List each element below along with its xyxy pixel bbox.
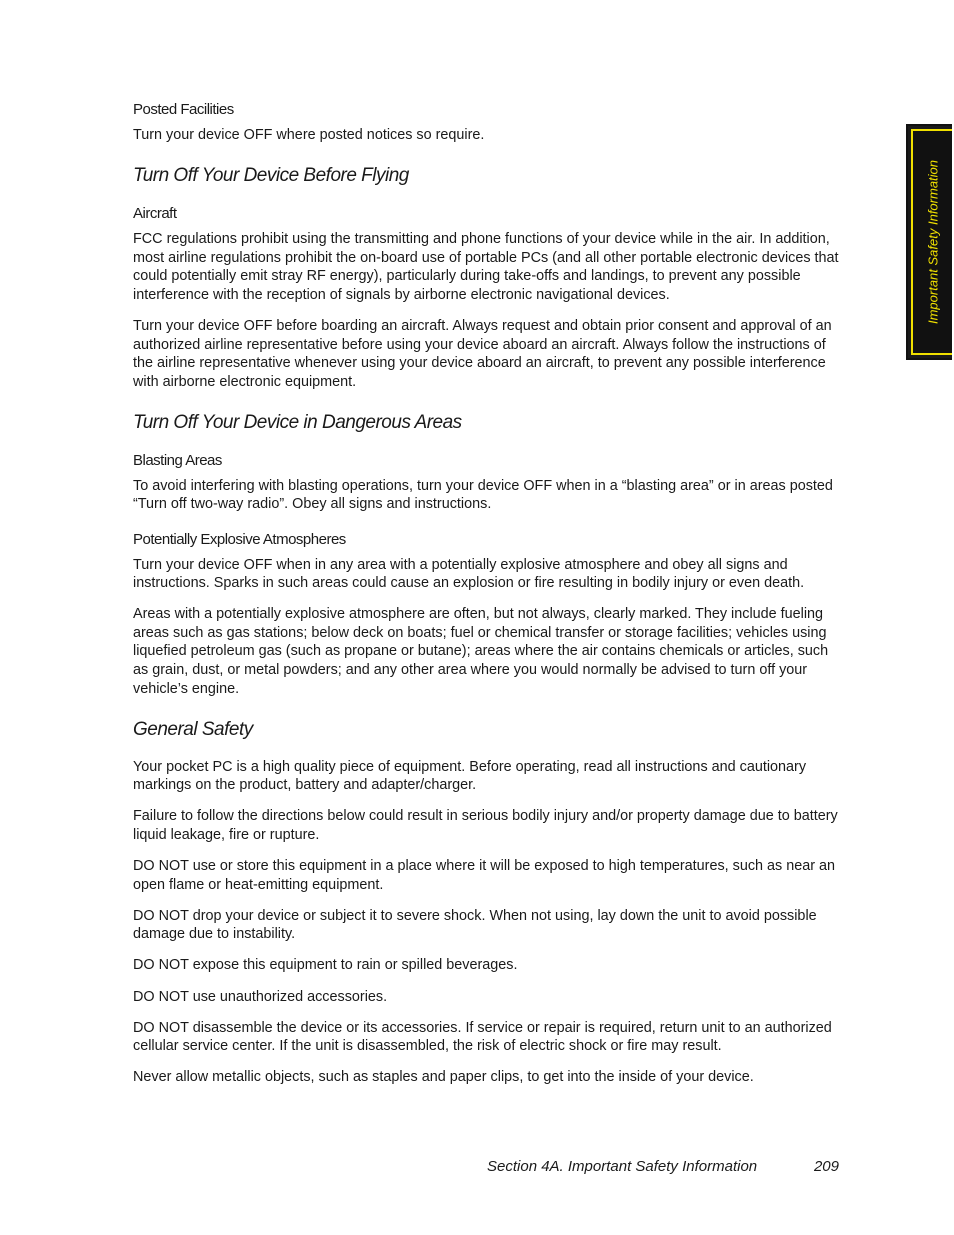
paragraph: Turn your device OFF before boarding an aircraft. Always request and obtain prior consent and approval of an authorized airline representative before using your device aboard an aircraft. Always follow the instructions of the airline representative whenever using your device aboard an aircraft, to prevent any possible interference with airborne electronic equipment. [133, 317, 832, 390]
side-section-tab [906, 124, 952, 360]
page-number: 209 [813, 1158, 839, 1175]
paragraph: Turn your device OFF where posted notices so require. [133, 127, 485, 143]
page-footer [487, 1156, 839, 1178]
paragraph: DO NOT drop your device or subject it to severe shock. When not using, lay down the unit to avoid possible damage due to instability. [133, 907, 817, 943]
paragraph: FCC regulations prohibit using the transmitting and phone functions of your device while in the air. In addition, most airline regulations prohibit the on-board use of portable PCs (and all other portable electronic devices that could potentially emit stray RF energy), particularly during take-offs and landings, to prevent any possible interference with the reception of signals by airborne electronic navigational devices. [133, 231, 839, 303]
paragraph: Your pocket PC is a high quality piece of equipment. Before operating, read all instructions and cautionary markings on the product, battery and adapter/charger. [133, 758, 807, 794]
page-content [133, 100, 839, 1099]
paragraph: Failure to follow the directions below could result in serious bodily injury and/or property damage due to battery liquid leakage, fire or rupture. [133, 808, 838, 843]
paragraph: Never allow metallic objects, such as staples and paper clips, to get into the inside of your device. [133, 1069, 754, 1086]
footer-section-title: Section 4A. Important Safety Information [487, 1158, 758, 1175]
section-heading-dangerous-areas: Turn Off Your Device in Dangerous Areas [133, 411, 462, 433]
paragraph: DO NOT disassemble the device or its accessories. If service or repair is required, return unit to an authorized cellular service center. If the unit is disassembled, the risk of electric shock or fire may result. [133, 1019, 832, 1055]
subheading-aircraft: Aircraft [133, 205, 177, 223]
subheading-blasting-areas: Blasting Areas [133, 451, 222, 469]
subheading-explosive-atmospheres: Potentially Explosive Atmospheres [133, 530, 346, 548]
paragraph: DO NOT expose this equipment to rain or spilled beverages. [133, 957, 518, 974]
paragraph: DO NOT use or store this equipment in a place where it will be exposed to high temperatures, such as near an open flame or heat-emitting equipment. [133, 858, 836, 893]
section-heading-general-safety: General Safety [133, 718, 253, 740]
section-heading-flying: Turn Off Your Device Before Flying [133, 165, 409, 187]
side-tab-frame [911, 129, 952, 355]
paragraph: To avoid interfering with blasting operations, turn your device OFF when in a “blasting area” or in areas posted “Turn off two-way radio”. Obey all signs and instructions. [133, 477, 833, 513]
side-tab-label: Important Safety Information [925, 159, 940, 325]
paragraph: Areas with a potentially explosive atmosphere are often, but not always, clearly marked. They include fueling areas such as gas stations; below deck on boats; fuel or chemical transfer or storage facilities; vehicles using liquefied petroleum gas (such as propane or butane); areas where the air contains chemicals or articles, such as grain, dust, or metal powders; and any other area where you would normally be advised to turn off your vehicle’s engine. [133, 606, 829, 697]
paragraph: Turn your device OFF when in any area with a potentially explosive atmosphere and obey all signs and instructions. Sparks in such areas could cause an explosion or fire resulting in bodily injury or even death. [133, 556, 805, 592]
paragraph: DO NOT use unauthorized accessories. [133, 988, 388, 1005]
subheading-posted-facilities: Posted Facilities [133, 101, 234, 118]
